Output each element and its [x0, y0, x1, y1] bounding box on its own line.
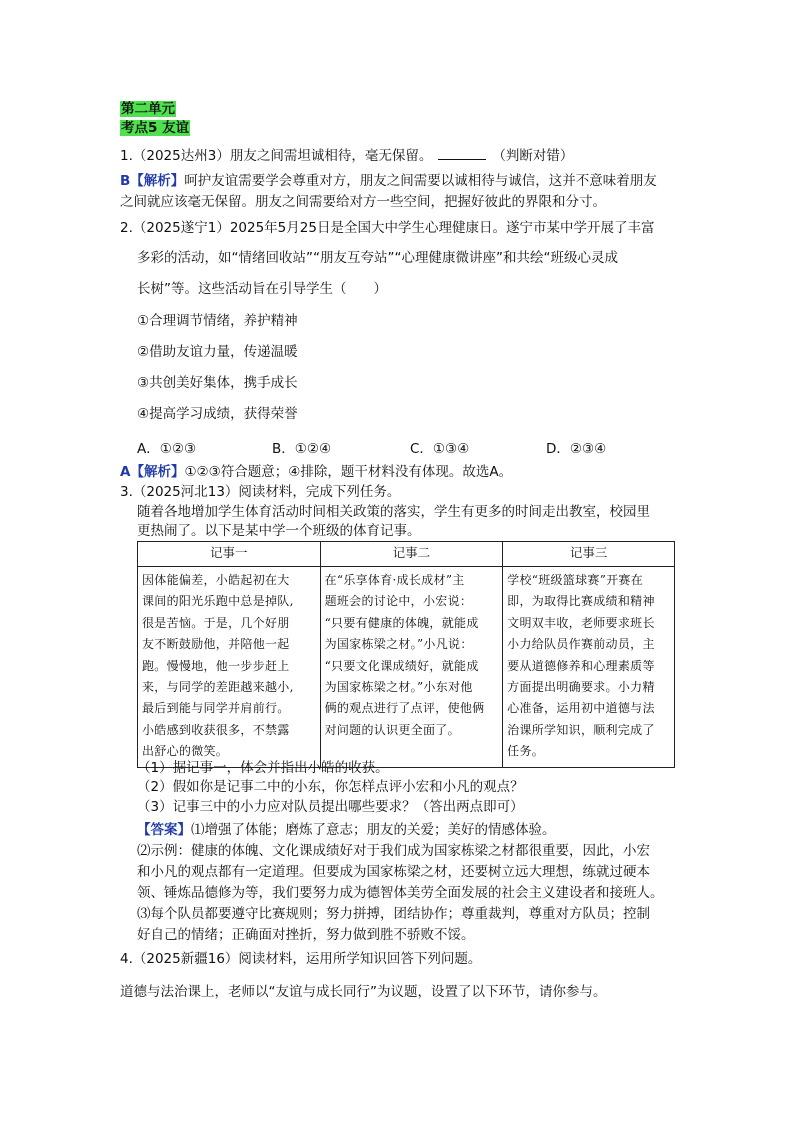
note-3-cell: 学校“班级篮球赛”开赛在 即，为取得比赛成绩和精神 文明双丰收，老师要求班长 小力给队员作赛前动员，主 要从道德修养和心理素质等 方面提出明确要求。小力精 心准备，运用初中道德与法 治课所学知识，顺利完成了 任务。 [503, 567, 675, 768]
q1-analysis: B【解析】呵护友谊需要学会尊重对方，朋友之间需要以诚相待与诚信，这并不意味着朋友 [120, 173, 657, 189]
q2-option-d: D．②③④ [546, 441, 607, 457]
answer-blank [438, 146, 486, 160]
q2-item-2: ②借助友谊力量，传递温暖 [137, 344, 298, 360]
q3-answer-2: ⑵示例：健康的体魄、文化课成绩好对于我们成为国家栋梁之材都很重要，因此，小宏 [137, 843, 650, 859]
q3-answer-3-cont: 好自己的情绪；正确面对挫折，努力做到胜不骄败不馁。 [137, 927, 475, 943]
unit-title: 第二单元 [121, 101, 175, 117]
q3-answer-1: 【答案】⑴增强了体能；磨炼了意志；朋友的关爱；美好的情感体验。 [137, 822, 556, 838]
q2-item-3: ③共创美好集体，携手成长 [137, 375, 298, 391]
note-2-cell: 在“乐享体育·成长成材”主 题班会的讨论中，小宏说： “只要有健康的体魄，就能成 为国家栋梁之材。”小凡说： “只要文化课成绩好，就能成 为国家栋梁之材。”小东对他 俩的观点进行了点评，使他俩 对问题的认识更全面了。 [320, 567, 503, 768]
q2-stem-2: 多彩的活动，如“情绪回收站”“朋友互夸站”“心理健康微讲座”和共绘“班级心灵成 [137, 250, 618, 266]
table-header: 记事二 [320, 542, 503, 567]
q3-answer-2-end: 领、锤炼品德修为等，我们要努力成为德智体美劳全面发展的社会主义建设者和接班人。 [137, 885, 664, 901]
notes-table [137, 541, 675, 768]
q4-stem: 4.（2025新疆16）阅读材料，运用所学知识回答下列问题。 [120, 951, 482, 967]
table-row [138, 567, 675, 768]
q3-material: 随着各地增加学生体育活动时间相关政策的落实，学生有更多的时间走出教室，校园里 [137, 504, 650, 520]
q3-task-3: （3）记事三中的小力应对队员提出哪些要求？（答出两点即可） [137, 799, 524, 815]
q3-answer-3: ⑶每个队员都要遵守比赛规则；努力拼搏，团结协作；尊重裁判，尊重对方队员；控制 [137, 906, 650, 922]
q2-option-b: B．①②④ [272, 441, 332, 457]
q2-stem-3: 长树”等。这些活动旨在引导学生（ ） [137, 281, 387, 297]
q2-option-c: C．①③④ [410, 441, 470, 457]
q3-task-1: （1）据记事一，体会并指出小皓的收获。 [137, 760, 389, 776]
q3-task-2: （2）假如你是记事二中的小东，你怎样点评小宏和小凡的观点？ [137, 779, 524, 795]
q4-material: 道德与法治课上，老师以“友谊与成长同行”为议题，设置了以下环节，请你参与。 [120, 984, 607, 1000]
table-header-row [138, 542, 675, 567]
q3-stem: 3.（2025河北13）阅读材料，完成下列任务。 [120, 484, 401, 500]
q2-item-1: ①合理调节情绪，养护精神 [137, 313, 298, 329]
q3-material-cont: 更热闹了。以下是某中学一个班级的体育记事。 [137, 523, 421, 539]
note-1-cell: 因体能偏差，小皓起初在大 课间的阳光乐跑中总是掉队, 很是苦恼。于是，几个好朋 友不断鼓励他，并陪他一起 跑。慢慢地，他一步步赶上 来，与同学的差距越来越小, 最后到能与同学并肩前行。 小皓感到收获很多，不禁露 出舒心的微笑。 [138, 567, 321, 768]
q1-stem: 1.（2025达州3）朋友之间需坦诚相待，毫无保留。 （判断对错） [120, 148, 574, 164]
table-header: 记事三 [503, 542, 675, 567]
q2-option-a: A．①②③ [137, 441, 197, 457]
topic-title: 考点5 友谊 [121, 120, 190, 136]
q1-analysis-cont: 之间就应该毫无保留。朋友之间需要给对方一些空间，把握好彼此的界限和分寸。 [120, 194, 606, 210]
q2-stem: 2.（2025遂宁1）2025年5月25日是全国大中学生心理健康日。遂宁市某中学开展了丰富 [120, 220, 655, 236]
q2-analysis: A【解析】①②③符合题意；④排除，题干材料没有体现。故选A。 [120, 464, 513, 480]
q2-item-4: ④提高学习成绩，获得荣誉 [137, 406, 298, 422]
table-header: 记事一 [138, 542, 321, 567]
q3-answer-2-cont: 和小凡的观点都有一定道理。但要成为国家栋梁之材，还要树立远大理想，练就过硬本 [137, 864, 650, 880]
